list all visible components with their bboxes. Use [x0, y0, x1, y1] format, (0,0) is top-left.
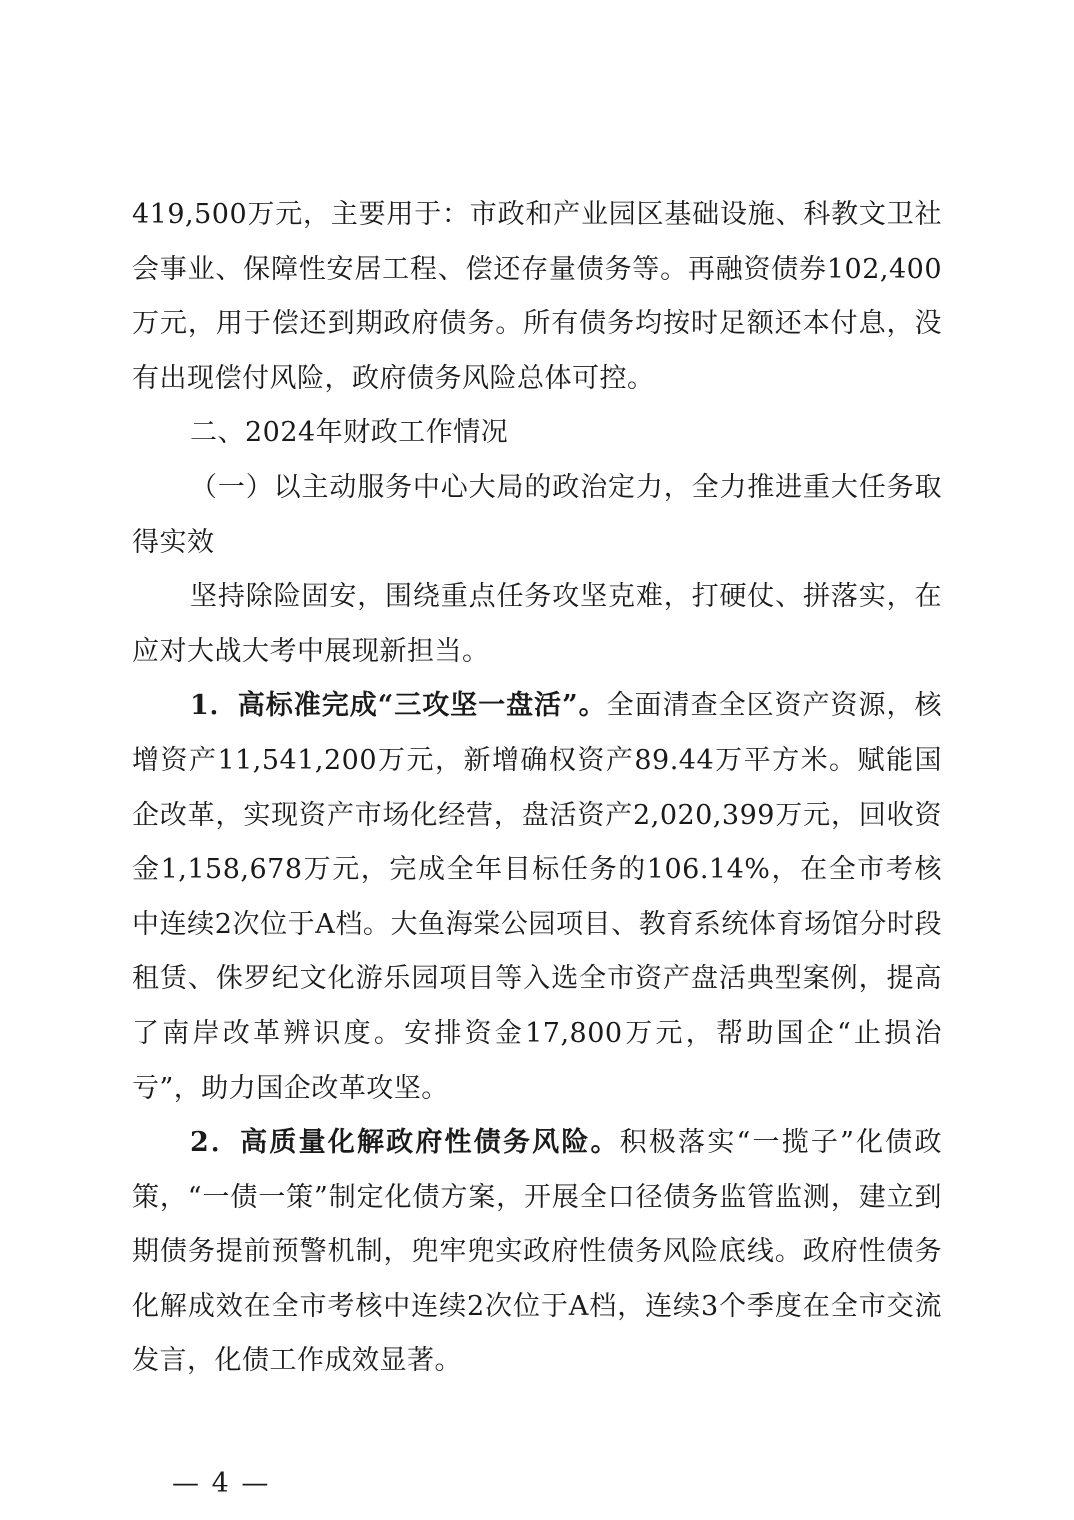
- sub-heading: （一）以主动服务中心大局的政治定力，全力推进重大任务取得实效: [132, 471, 942, 558]
- item-1-body: 全面清查全区资产资源，核增资产11,541,200万元，新增确权资产89.44万平方米。赋能国企改革，实现资产市场化经营，盘活资产2,020,399万元，回收资金1,158,678万元，完成全年目标任务的106.14%，在全市考核中连续2次位于A档。大鱼海棠公园项目、教育系统体育场馆分时段租赁、侏罗纪文化游乐园项目等入选全市资产盘活典型案例，提高了南岸改革辨识度。安排资金17,800万元，帮助国企“止损治亏”，助力国企改革攻坚。: [132, 690, 942, 1104]
- item-2-title: 2．高质量化解政府性债务风险。: [190, 1127, 620, 1159]
- item-2-body: 积极落实“一揽子”化债政策，“一债一策”制定化债方案，开展全口径债务监管监测，建立到期债务提前预警机制，兜牢兜实政府性债务风险底线。政府性债务化解成效在全市考核中连续2次位于A档，连续3个季度在全市交流发言，化债工作成效显著。: [132, 1127, 942, 1377]
- item-1-title: 1．高标准完成“三攻坚一盘活”。: [190, 690, 607, 722]
- section-heading: 二、2024年财政工作情况: [190, 417, 509, 449]
- page-number: — 4 —: [172, 1468, 271, 1499]
- intro-paragraph: 419,500万元，主要用于：市政和产业园区基础设施、科教文卫社会事业、保障性安居工程、偿还存量债务等。再融资债券102,400万元，用于偿还到期政府债务。所有债务均按时足额还本付息，没有出现偿付风险，政府债务风险总体可控。: [132, 199, 942, 394]
- body-text: [132, 188, 942, 1389]
- summary-paragraph: 坚持除险固安，围绕重点任务攻坚克难，打硬仗、拼落实，在应对大战大考中展现新担当。: [132, 581, 942, 667]
- item-1-paragraph: [132, 679, 942, 1116]
- item-2-paragraph: [132, 1116, 942, 1389]
